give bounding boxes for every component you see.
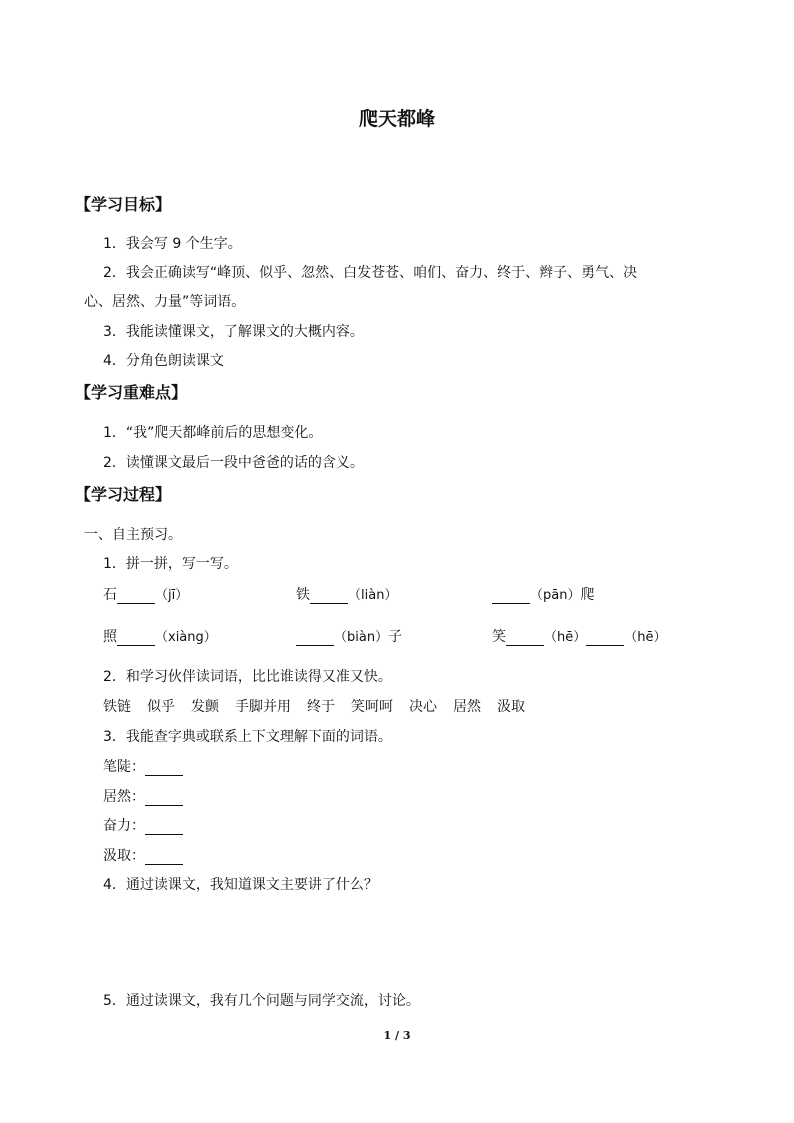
question-2: 2．和学习伙伴读词语，比比谁读得又准又快。 xyxy=(103,669,392,685)
word: 发颤 xyxy=(191,699,219,715)
word: 铁链 xyxy=(103,699,131,715)
define-item: 居然： xyxy=(103,786,183,806)
word-list xyxy=(103,696,541,716)
goal-line-1: 1．我会写 9 个生字。 xyxy=(103,236,242,252)
pinyin-item: （pān）爬 xyxy=(492,584,594,604)
answer-blank[interactable] xyxy=(117,631,155,646)
key-heading: 【学习重难点】 xyxy=(75,383,188,402)
question-4: 4．通过读课文，我知道课文主要讲了什么？ xyxy=(103,877,378,893)
define-item: 奋力： xyxy=(103,815,183,835)
answer-blank[interactable] xyxy=(506,631,544,646)
word: 居然 xyxy=(453,699,481,715)
goal-line-4: 4．分角色朗读课文 xyxy=(103,353,224,369)
answer-blank[interactable] xyxy=(586,631,624,646)
answer-blank[interactable] xyxy=(310,589,348,604)
page-number: 1 / 3 xyxy=(383,1029,411,1042)
goal-line-2: 2．我会正确读写“峰顶、似乎、忽然、白发苍苍、咱们、奋力、终于、辫子、勇气、决 xyxy=(103,265,638,281)
answer-blank[interactable] xyxy=(145,820,183,835)
define-item: 笔陡： xyxy=(103,756,183,776)
define-item: 汲取： xyxy=(103,845,183,865)
goal-line-3: 3．我能读懂课文，了解课文的大概内容。 xyxy=(103,324,364,340)
question-3: 3．我能查字典或联系上下文理解下面的词语。 xyxy=(103,729,392,745)
pinyin-item: 笑 （hē） （hē） xyxy=(492,629,667,645)
goal-line-2-cont: 心、居然、力量”等词语。 xyxy=(84,294,246,310)
answer-blank[interactable] xyxy=(117,589,155,604)
question-5: 5．通过读课文，我有几个问题与同学交流，讨论。 xyxy=(103,993,420,1009)
answer-blank[interactable] xyxy=(145,850,183,865)
process-heading: 【学习过程】 xyxy=(75,485,172,504)
answer-blank[interactable] xyxy=(145,761,183,776)
answer-blank[interactable] xyxy=(492,589,530,604)
word: 决心 xyxy=(409,699,437,715)
part-one: 一、自主预习。 xyxy=(84,527,182,543)
answer-blank[interactable] xyxy=(296,631,334,646)
goals-heading: 【学习目标】 xyxy=(75,195,172,214)
key-point-1: 1．“我”爬天都峰前后的思想变化。 xyxy=(103,425,323,441)
key-point-2: 2．读懂课文最后一段中爸爸的话的含义。 xyxy=(103,455,364,471)
question-1: 1．拼一拼，写一写。 xyxy=(103,556,238,572)
pinyin-item: 铁 （liàn） xyxy=(296,587,398,603)
word: 似乎 xyxy=(147,699,175,715)
word: 笑呵呵 xyxy=(351,699,393,715)
answer-blank[interactable] xyxy=(145,791,183,806)
word: 汲取 xyxy=(497,699,525,715)
pinyin-item: 照 （xiàng） xyxy=(103,629,217,645)
page-title: 爬天都峰 xyxy=(358,108,435,130)
word: 终于 xyxy=(307,699,335,715)
pinyin-item: （biàn）子 xyxy=(296,626,402,646)
word: 手脚并用 xyxy=(235,699,291,715)
pinyin-item: 石 （jī） xyxy=(103,587,189,603)
